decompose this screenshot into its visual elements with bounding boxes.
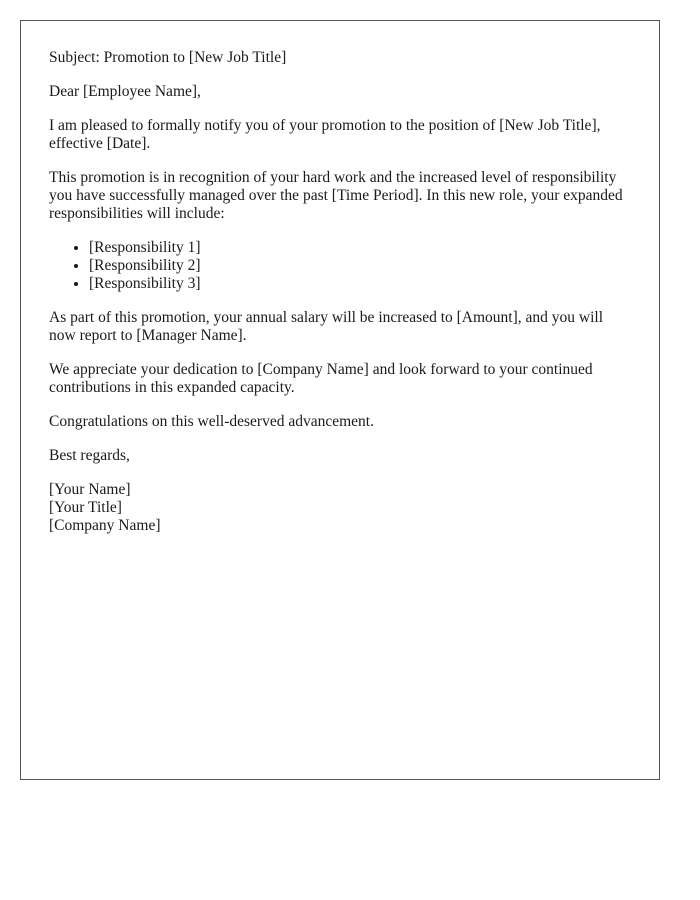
- body-paragraph: This promotion is in recognition of your hard work and the increased level of responsibility you have successfully managed over the past [Time Period]. In this new role, your expanded responsibilities will include:: [49, 169, 623, 222]
- body-paragraph: We appreciate your dedication to [Company Name] and look forward to your continued contributions in this expanded capacity.: [49, 361, 593, 396]
- list-item: • [Responsibility 1]: [89, 239, 631, 257]
- body-paragraph: As part of this promotion, your annual salary will be increased to [Amount], and you will now report to [Manager Name].: [49, 309, 604, 344]
- salutation: Dear [Employee Name],: [49, 83, 201, 100]
- signature-block: [49, 481, 631, 535]
- closing: Best regards,: [49, 447, 130, 464]
- responsibilities-list: [49, 239, 631, 293]
- body-paragraph: Congratulations on this well-deserved advancement.: [49, 413, 374, 430]
- list-item: • [Responsibility 2]: [89, 257, 631, 275]
- signature-title: [Your Title]: [49, 499, 122, 516]
- list-item: • [Responsibility 3]: [89, 275, 631, 293]
- signature-name: [Your Name]: [49, 481, 131, 498]
- body-paragraph: I am pleased to formally notify you of your promotion to the position of [New Job Title], effective [Date].: [49, 117, 601, 152]
- subject-line: Subject: Promotion to [New Job Title]: [49, 49, 287, 66]
- letter-document: [20, 20, 660, 780]
- signature-company: [Company Name]: [49, 517, 161, 534]
